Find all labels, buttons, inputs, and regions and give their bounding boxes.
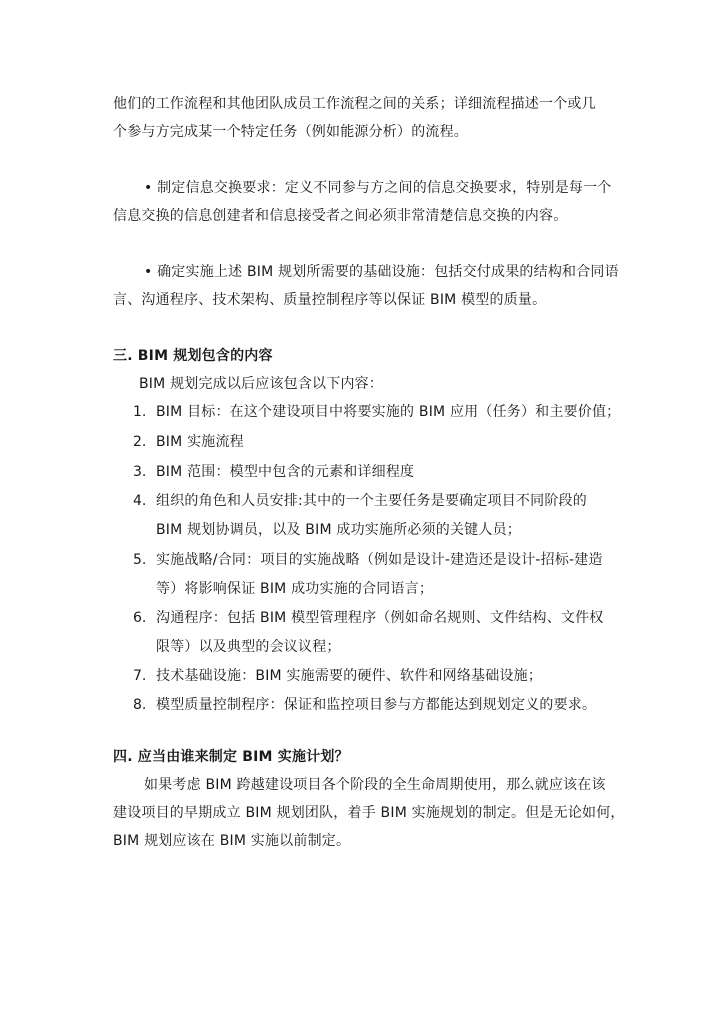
list-item-line: 组织的角色和人员安排:其中的一个主要任务是要确定项目不同阶段的 [156, 493, 587, 509]
bullet-item-line: • 制定信息交换要求：定义不同参与方之间的信息交换要求，特别是每一个 [144, 180, 612, 196]
list-item-line: 限等）以及典型的会议议程； [156, 639, 341, 655]
paragraph-line: 他们的工作流程和其他团队成员工作流程之间的关系；详细流程描述一个或几 [113, 96, 596, 112]
list-item-line: BIM 范围：模型中包含的元素和详细程度 [156, 464, 415, 480]
list-item-line: 技术基础设施：BIM 实施需要的硬件、软件和网络基础设施； [156, 668, 543, 684]
section-heading: 三. BIM 规划包含的内容 [113, 348, 273, 364]
bullet-item-line: 言、沟通程序、技术架构、质量控制程序等以保证 BIM 模型的质量。 [113, 292, 547, 308]
list-item-line: BIM 规划协调员，以及 BIM 成功实施所必须的关键人员； [156, 522, 521, 538]
list-number: 8. [133, 697, 147, 713]
section-lead: BIM 规划完成以后应该包含以下内容： [139, 376, 384, 392]
list-number: 5. [133, 552, 147, 568]
list-item-line: 等）将影响保证 BIM 成功实施的合同语言； [156, 581, 434, 597]
paragraph-line: 建设项目的早期成立 BIM 规划团队，着手 BIM 实施规划的制定。但是无论如何， [113, 805, 625, 821]
list-number: 6. [133, 610, 147, 626]
paragraph-line: 如果考虑 BIM 跨越建设项目各个阶段的全生命周期使用，那么就应该在该 [144, 777, 606, 793]
list-item-line: BIM 目标：在这个建设项目中将要实施的 BIM 应用（任务）和主要价值； [156, 404, 621, 420]
paragraph-line: BIM 规划应该在 BIM 实施以前制定。 [113, 833, 351, 849]
list-item-line: 沟通程序：包括 BIM 模型管理程序（例如命名规则、文件结构、文件权 [156, 610, 604, 626]
list-number: 4. [133, 493, 147, 509]
list-number: 3. [133, 464, 147, 480]
list-number: 2. [133, 434, 147, 450]
list-item-line: 实施战略/合同：项目的实施战略（例如是设计-建造还是设计-招标-建造 [156, 552, 603, 568]
bullet-item-line: • 确定实施上述 BIM 规划所需要的基础设施：包括交付成果的结构和合同语 [144, 264, 619, 280]
list-number: 1. [133, 404, 147, 420]
bullet-item-line: 信息交换的信息创建者和信息接受者之间必须非常清楚信息交换的内容。 [113, 208, 568, 224]
list-number: 7. [133, 668, 147, 684]
paragraph-line: 个参与方完成某一个特定任务（例如能源分析）的流程。 [113, 124, 468, 140]
section-heading: 四. 应当由谁来制定 BIM 实施计划？ [113, 749, 349, 765]
list-item-line: BIM 实施流程 [156, 434, 244, 450]
list-item-line: 模型质量控制程序：保证和监控项目参与方都能达到规划定义的要求。 [156, 697, 597, 713]
